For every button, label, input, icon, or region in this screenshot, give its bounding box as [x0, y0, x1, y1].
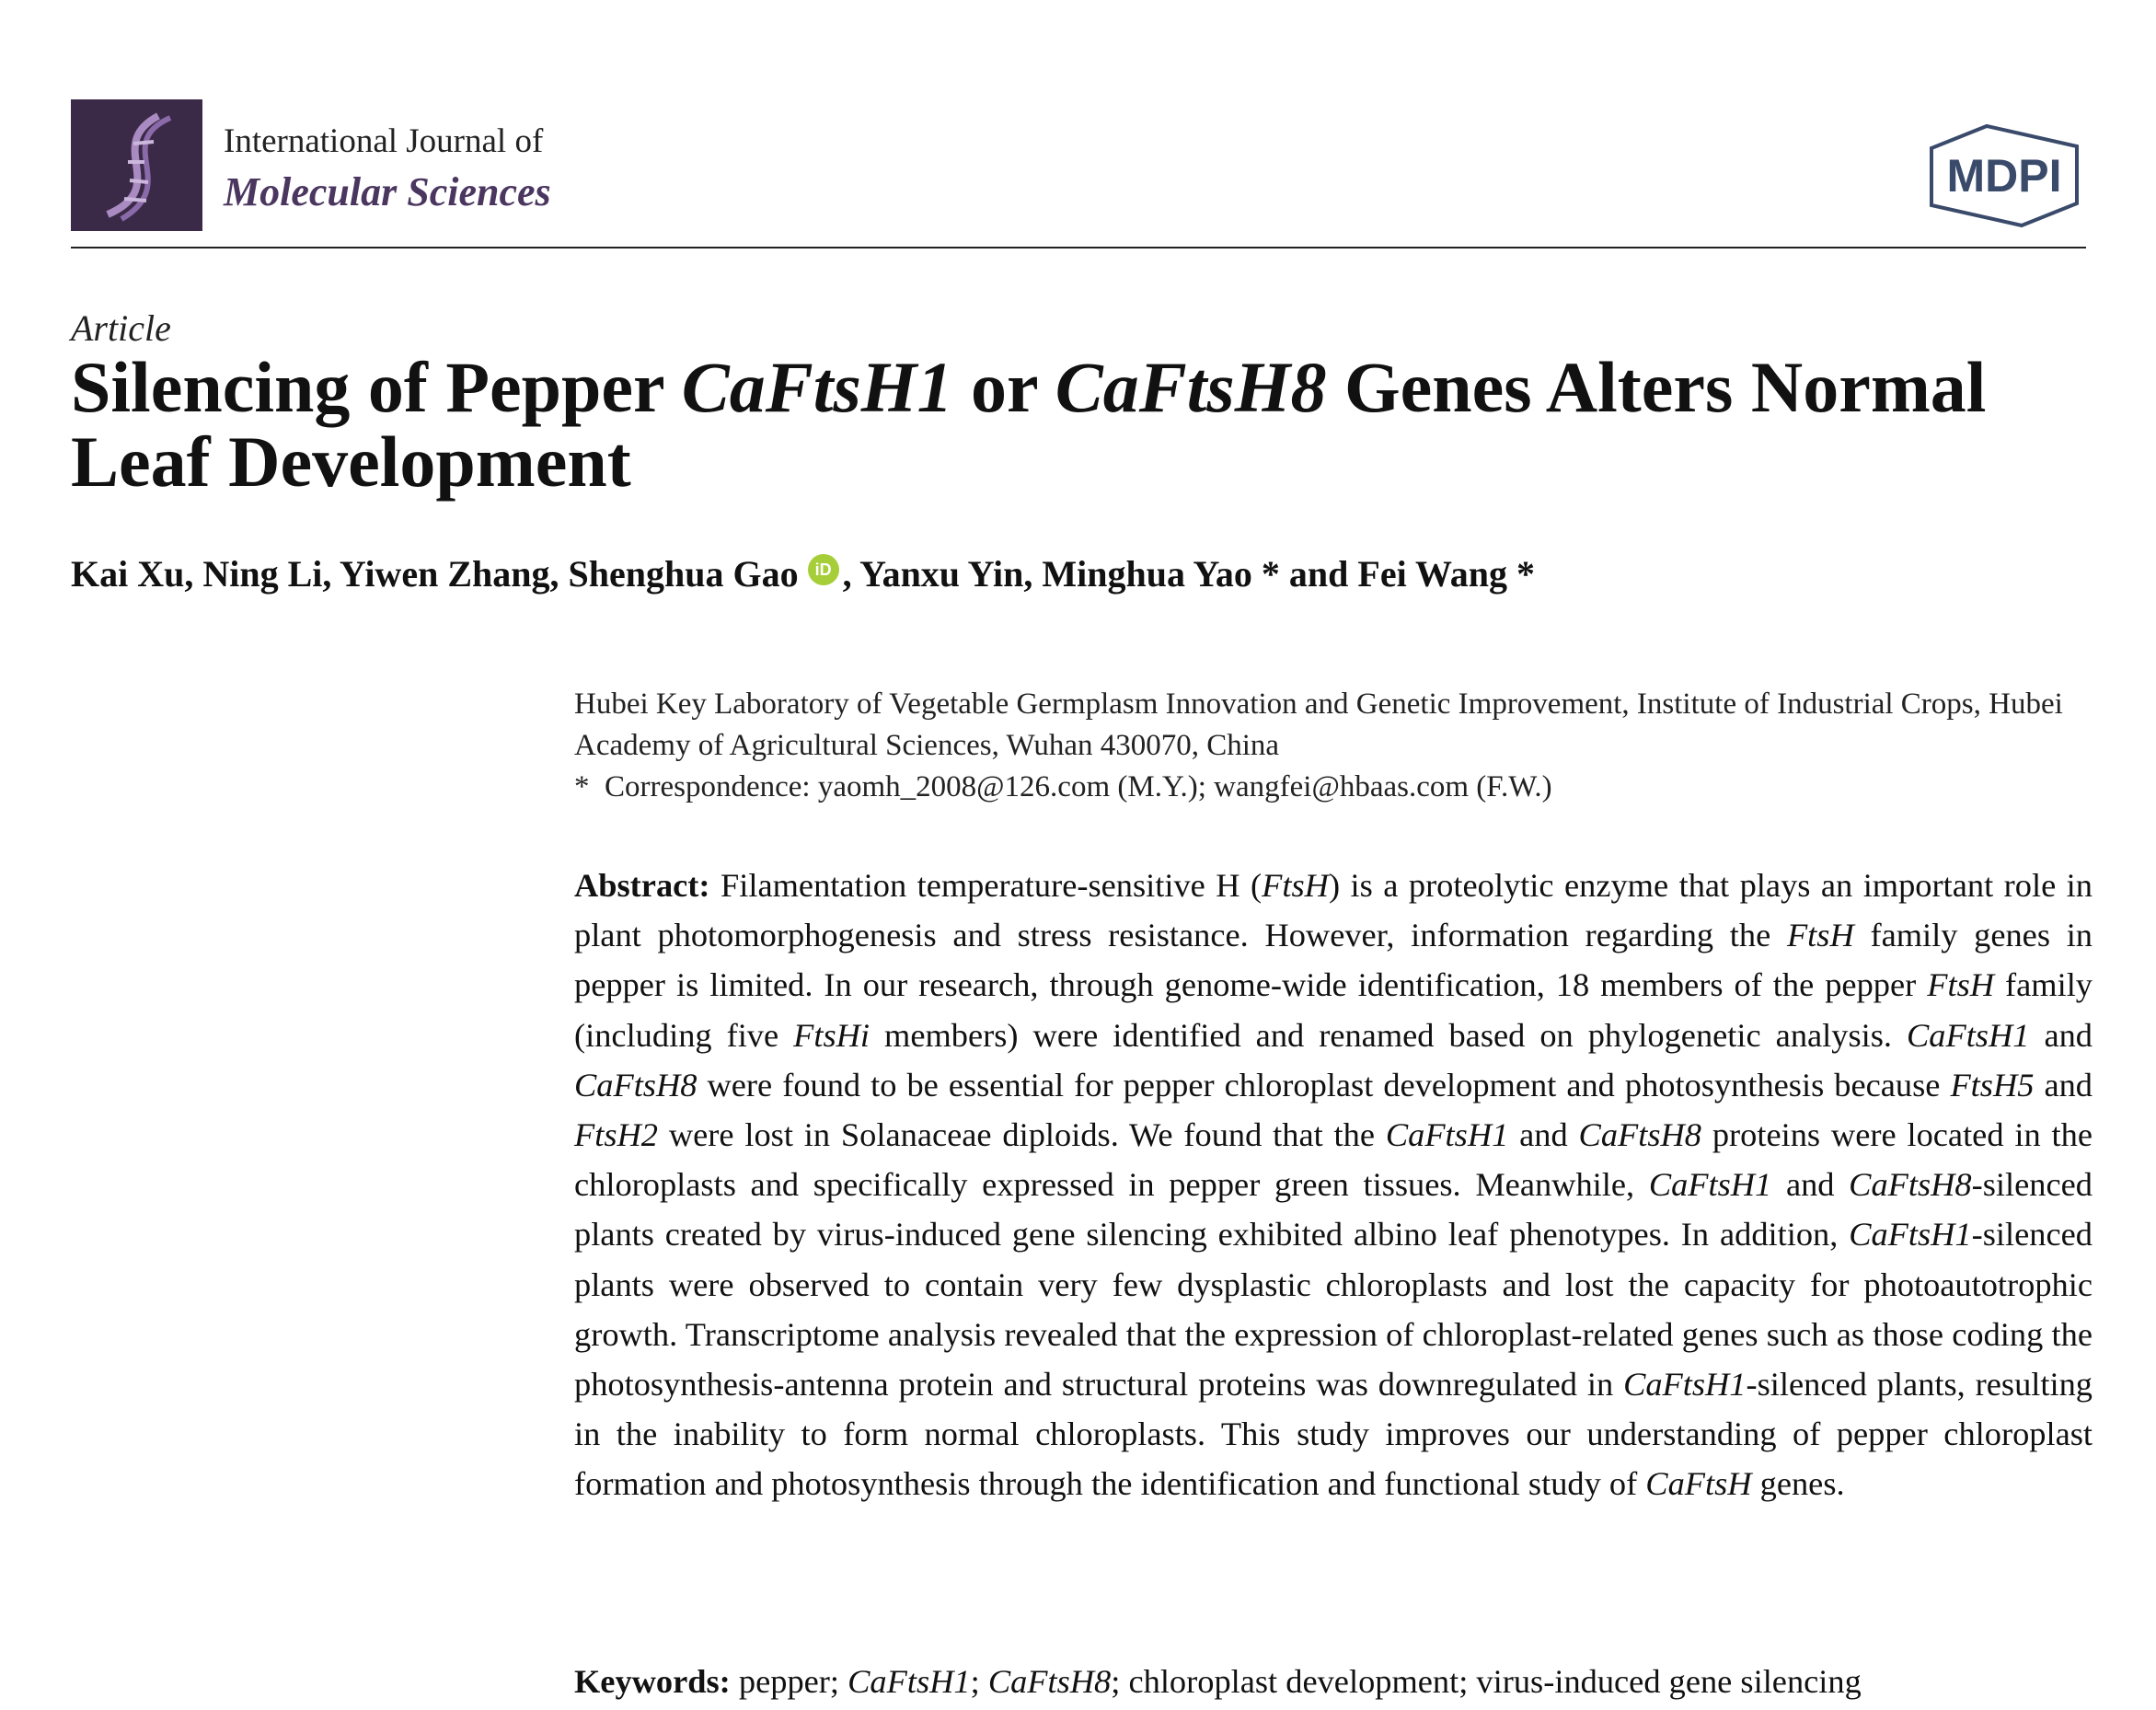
- correspondence: * Correspondence: yaomh_2008@126.com (M.Y.); wangfei@hbaas.com (F.W.): [574, 770, 1552, 803]
- abstract-gene: CaFtsH: [1645, 1465, 1752, 1503]
- abstract-text: family (including five: [574, 966, 2093, 1054]
- abstract-text: were found to be essential for pepper chloroplast development and photosynthesis because: [697, 1066, 1951, 1103]
- article-type-label: Article: [71, 307, 171, 349]
- journal-name-line1: International Journal of: [224, 122, 544, 160]
- keyword-gene: CaFtsH8: [987, 1663, 1112, 1700]
- author-list: [71, 552, 1535, 595]
- title-text: Genes Alters Normal Leaf Development: [71, 347, 1987, 502]
- journal-name-line2: Molecular Sciences: [224, 169, 551, 214]
- abstract-gene: FtsH: [1786, 917, 1854, 954]
- abstract-text: proteins were located in the chloroplasts and specifically expressed in pepper green tissues. Meanwhile,: [574, 1116, 2093, 1204]
- abstract-text: and: [1771, 1166, 1850, 1204]
- abstract-gene: CaFtsH1: [1623, 1366, 1747, 1404]
- header-divider: [71, 247, 2086, 248]
- abstract-text: Filamentation temperature-sensitive H (: [709, 867, 1262, 904]
- abstract-gene: FtsH5: [1950, 1066, 2035, 1103]
- abstract-gene: CaFtsH1: [1648, 1166, 1772, 1204]
- title-text: Silencing of Pepper: [71, 347, 682, 427]
- abstract-gene: FtsHi: [793, 1016, 870, 1054]
- keywords-text: pepper;: [730, 1663, 848, 1700]
- abstract-gene: CaFtsH1: [1907, 1016, 2030, 1054]
- abstract-gene: FtsH: [1927, 966, 1995, 1004]
- keywords-text: ;: [970, 1663, 988, 1700]
- abstract-text: and: [2029, 1016, 2093, 1054]
- abstract-text: and: [2034, 1066, 2093, 1103]
- abstract-text: and: [1508, 1116, 1579, 1154]
- title-gene-name: CaFtsH8: [1055, 347, 1327, 427]
- article-title: [71, 347, 2095, 502]
- affiliation: Hubei Key Laboratory of Vegetable Germplasm Innovation and Genetic Improvement, Institute of Industrial Crops, Hubei Academy of Agricultural Sciences, Wuhan 430070, China: [574, 687, 2063, 762]
- abstract-text: genes.: [1751, 1465, 1845, 1503]
- abstract-text: were lost in Solanaceae diploids. We found that the: [657, 1116, 1386, 1154]
- title-text: or: [952, 347, 1055, 427]
- abstract: [574, 861, 2093, 1509]
- abstract-gene: CaFtsH8: [1578, 1116, 1701, 1154]
- abstract-text: family genes in pepper is limited. In our research, through genome-wide identification, 18 members of the pepper: [574, 917, 2093, 1004]
- abstract-gene: CaFtsH1: [1385, 1116, 1509, 1154]
- abstract-gene: CaFtsH8: [1849, 1166, 1972, 1204]
- dna-helix-icon: [71, 99, 202, 231]
- abstract-text: -silenced plants, resulting in the inability to form normal chloroplasts. This study improves our understanding of pepper chloroplast formation and photosynthesis through the identification and functional study of: [574, 1366, 2093, 1503]
- keyword-gene: CaFtsH1: [847, 1663, 971, 1700]
- abstract-text: ) is a proteolytic enzyme that plays an important role in plant photomorphogenesis and stress resistance. However, information regarding the: [574, 867, 2093, 954]
- keywords-text: ; chloroplast development; virus-induced gene silencing: [1111, 1663, 1862, 1700]
- keywords-label: Keywords:: [574, 1663, 731, 1700]
- journal-header: [71, 97, 2086, 248]
- abstract-text: -silenced plants created by virus-induced gene silencing exhibited albino leaf phenotypes. In addition,: [574, 1166, 2093, 1254]
- abstract-label: Abstract:: [574, 867, 710, 904]
- abstract-gene: FtsH2: [574, 1116, 658, 1154]
- abstract-gene: CaFtsH8: [574, 1066, 698, 1103]
- mdpi-logo-text: MDPI: [1946, 150, 2062, 202]
- abstract-text: members) were identified and renamed based on phylogenetic analysis.: [870, 1016, 1907, 1054]
- authors-text: , Yanxu Yin, Minghua Yao * and Fei Wang *: [842, 553, 1536, 595]
- title-gene-name: CaFtsH1: [681, 347, 953, 427]
- mdpi-logo: [1922, 121, 2086, 231]
- abstract-gene: CaFtsH1: [1849, 1216, 1972, 1254]
- authors-text: Kai Xu, Ning Li, Yiwen Zhang, Shenghua Gao: [71, 553, 799, 595]
- keywords: [574, 1657, 2093, 1706]
- abstract-gene: FtsH: [1262, 867, 1329, 904]
- abstract-text: -silenced plants were observed to contain very few dysplastic chloroplasts and lost the capacity for photoautotrophic growth. Transcriptome analysis revealed that the expression of chloroplast-related genes such as those coding the photosynthesis-antenna protein and structural proteins was downregulated in: [574, 1216, 2093, 1404]
- orcid-icon[interactable]: iD: [808, 554, 839, 585]
- journal-logo: [71, 99, 202, 231]
